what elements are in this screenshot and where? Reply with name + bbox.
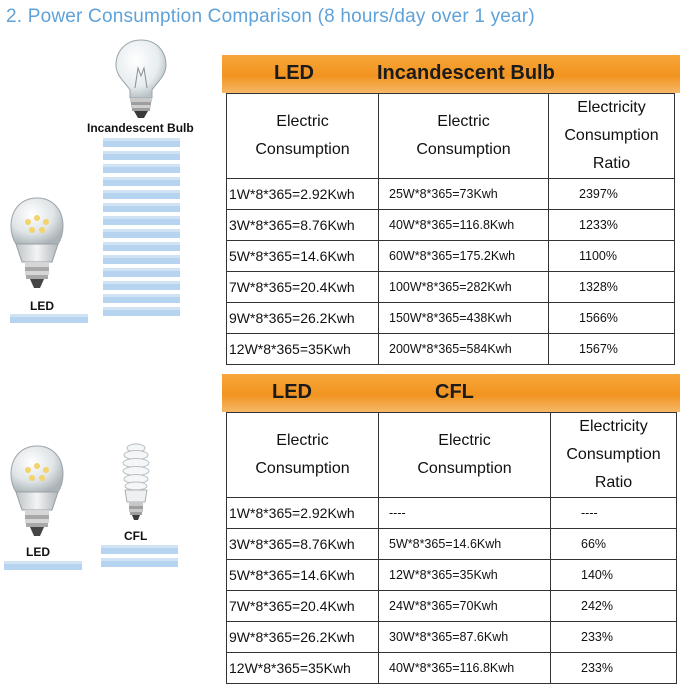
incandescent-bulb-label: Incandescent Bulb: [87, 121, 194, 135]
consumption-bar: [103, 307, 180, 316]
header-line: Electric: [276, 432, 329, 449]
consumption-bar: [103, 164, 180, 173]
table-row: [227, 591, 677, 622]
consumption-bar: [103, 216, 180, 225]
header-led: LED: [272, 381, 312, 403]
table-row: [227, 303, 675, 334]
cfl-label: CFL: [124, 529, 148, 543]
header-cfl: CFL: [435, 381, 474, 403]
consumption-bar: [103, 190, 180, 199]
led-consumption-cell: 9W*8*365=26.2Kwh: [227, 622, 379, 653]
consumption-bar: [103, 203, 180, 212]
table-row: [227, 560, 677, 591]
cfl-comparison-panel: [222, 374, 680, 694]
ratio-cell: 66%: [551, 529, 677, 560]
header-line: Ratio: [594, 474, 633, 491]
consumption-bar: [103, 177, 180, 186]
header-line: Electric: [276, 113, 329, 130]
other-consumption-cell: 60W*8*365=175.2Kwh: [379, 241, 549, 272]
cfl-bulb-icon: [118, 440, 154, 522]
consumption-bar: [103, 255, 180, 264]
header-line: Consumption: [417, 460, 512, 477]
header-line: Electricity: [579, 418, 648, 435]
table-row: [227, 272, 675, 303]
led-consumption-cell: 3W*8*365=8.76Kwh: [227, 529, 379, 560]
led-consumption-cell: 5W*8*365=14.6Kwh: [227, 241, 379, 272]
ratio-cell: 1567%: [549, 334, 675, 365]
consumption-bar: [103, 242, 180, 251]
consumption-bar: [103, 294, 180, 303]
header-line: Consumption: [564, 127, 659, 144]
consumption-bar: [103, 268, 180, 277]
table-header-bar: [222, 374, 680, 412]
column-header-ratio: [549, 94, 675, 179]
led-consumption-cell: 12W*8*365=35Kwh: [227, 334, 379, 365]
table-header-bar: [222, 55, 680, 93]
other-consumption-cell: 12W*8*365=35Kwh: [379, 560, 551, 591]
led-consumption-cell: 3W*8*365=8.76Kwh: [227, 210, 379, 241]
column-header-other-consumption: [379, 94, 549, 179]
incandescent-comparison-table: [226, 93, 675, 365]
header-line: Electric: [437, 113, 490, 130]
other-consumption-cell: 200W*8*365=584Kwh: [379, 334, 549, 365]
ratio-cell: ----: [551, 498, 677, 529]
other-consumption-cell: 25W*8*365=73Kwh: [379, 179, 549, 210]
header-line: Consumption: [255, 141, 350, 158]
column-header-other-consumption: [379, 413, 551, 498]
cfl-consumption-bars: [101, 545, 178, 568]
table-row: [227, 529, 677, 560]
led-consumption-bar-top: [10, 314, 88, 323]
led-consumption-cell: 5W*8*365=14.6Kwh: [227, 560, 379, 591]
other-consumption-cell: 40W*8*365=116.8Kwh: [379, 210, 549, 241]
ratio-cell: 233%: [551, 622, 677, 653]
led-bulb-icon: [8, 444, 66, 542]
ratio-cell: 242%: [551, 591, 677, 622]
led-consumption-cell: 7W*8*365=20.4Kwh: [227, 272, 379, 303]
consumption-bar: [103, 138, 180, 147]
header-line: Consumption: [255, 460, 350, 477]
table-row: [227, 210, 675, 241]
incandescent-bulb-icon: [113, 38, 169, 120]
ratio-cell: 1100%: [549, 241, 675, 272]
table-row: [227, 241, 675, 272]
header-incandescent: Incandescent Bulb: [377, 62, 555, 84]
header-line: Consumption: [566, 446, 661, 463]
table-row: [227, 334, 675, 365]
header-line: Electric: [438, 432, 491, 449]
column-header-led-consumption: [227, 413, 379, 498]
ratio-cell: 140%: [551, 560, 677, 591]
incandescent-comparison-panel: [222, 55, 680, 365]
consumption-bar: [103, 229, 180, 238]
ratio-cell: 1328%: [549, 272, 675, 303]
led-label-top: LED: [30, 299, 54, 313]
ratio-cell: 233%: [551, 653, 677, 684]
ratio-cell: 1566%: [549, 303, 675, 334]
column-header-led-consumption: [227, 94, 379, 179]
led-consumption-cell: 12W*8*365=35Kwh: [227, 653, 379, 684]
consumption-bar: [103, 281, 180, 290]
table-row: [227, 622, 677, 653]
table-row: [227, 498, 677, 529]
led-consumption-cell: 7W*8*365=20.4Kwh: [227, 591, 379, 622]
header-line: Electricity: [577, 99, 646, 116]
led-consumption-cell: 9W*8*365=26.2Kwh: [227, 303, 379, 334]
other-consumption-cell: 5W*8*365=14.6Kwh: [379, 529, 551, 560]
header-line: Ratio: [592, 155, 631, 172]
consumption-bar: [103, 151, 180, 160]
ratio-cell: 1233%: [549, 210, 675, 241]
header-led: LED: [274, 62, 314, 84]
other-consumption-cell: 24W*8*365=70Kwh: [379, 591, 551, 622]
led-label-bottom: LED: [26, 545, 50, 559]
table-row: [227, 179, 675, 210]
other-consumption-cell: 30W*8*365=87.6Kwh: [379, 622, 551, 653]
header-line: Consumption: [416, 141, 511, 158]
other-consumption-cell: 100W*8*365=282Kwh: [379, 272, 549, 303]
led-consumption-cell: 1W*8*365=2.92Kwh: [227, 498, 379, 529]
led-consumption-cell: 1W*8*365=2.92Kwh: [227, 179, 379, 210]
incandescent-consumption-bars: [103, 138, 180, 323]
other-consumption-cell: 40W*8*365=116.8Kwh: [379, 653, 551, 684]
other-consumption-cell: ----: [379, 498, 551, 529]
led-consumption-bar-bottom: [4, 561, 82, 570]
cfl-comparison-table: [226, 412, 677, 684]
ratio-cell: 2397%: [549, 179, 675, 210]
led-bulb-icon: [8, 196, 66, 294]
column-header-ratio: [551, 413, 677, 498]
page-title: 2. Power Consumption Comparison (8 hours/day over 1 year): [6, 6, 535, 27]
other-consumption-cell: 150W*8*365=438Kwh: [379, 303, 549, 334]
table-row: [227, 653, 677, 684]
